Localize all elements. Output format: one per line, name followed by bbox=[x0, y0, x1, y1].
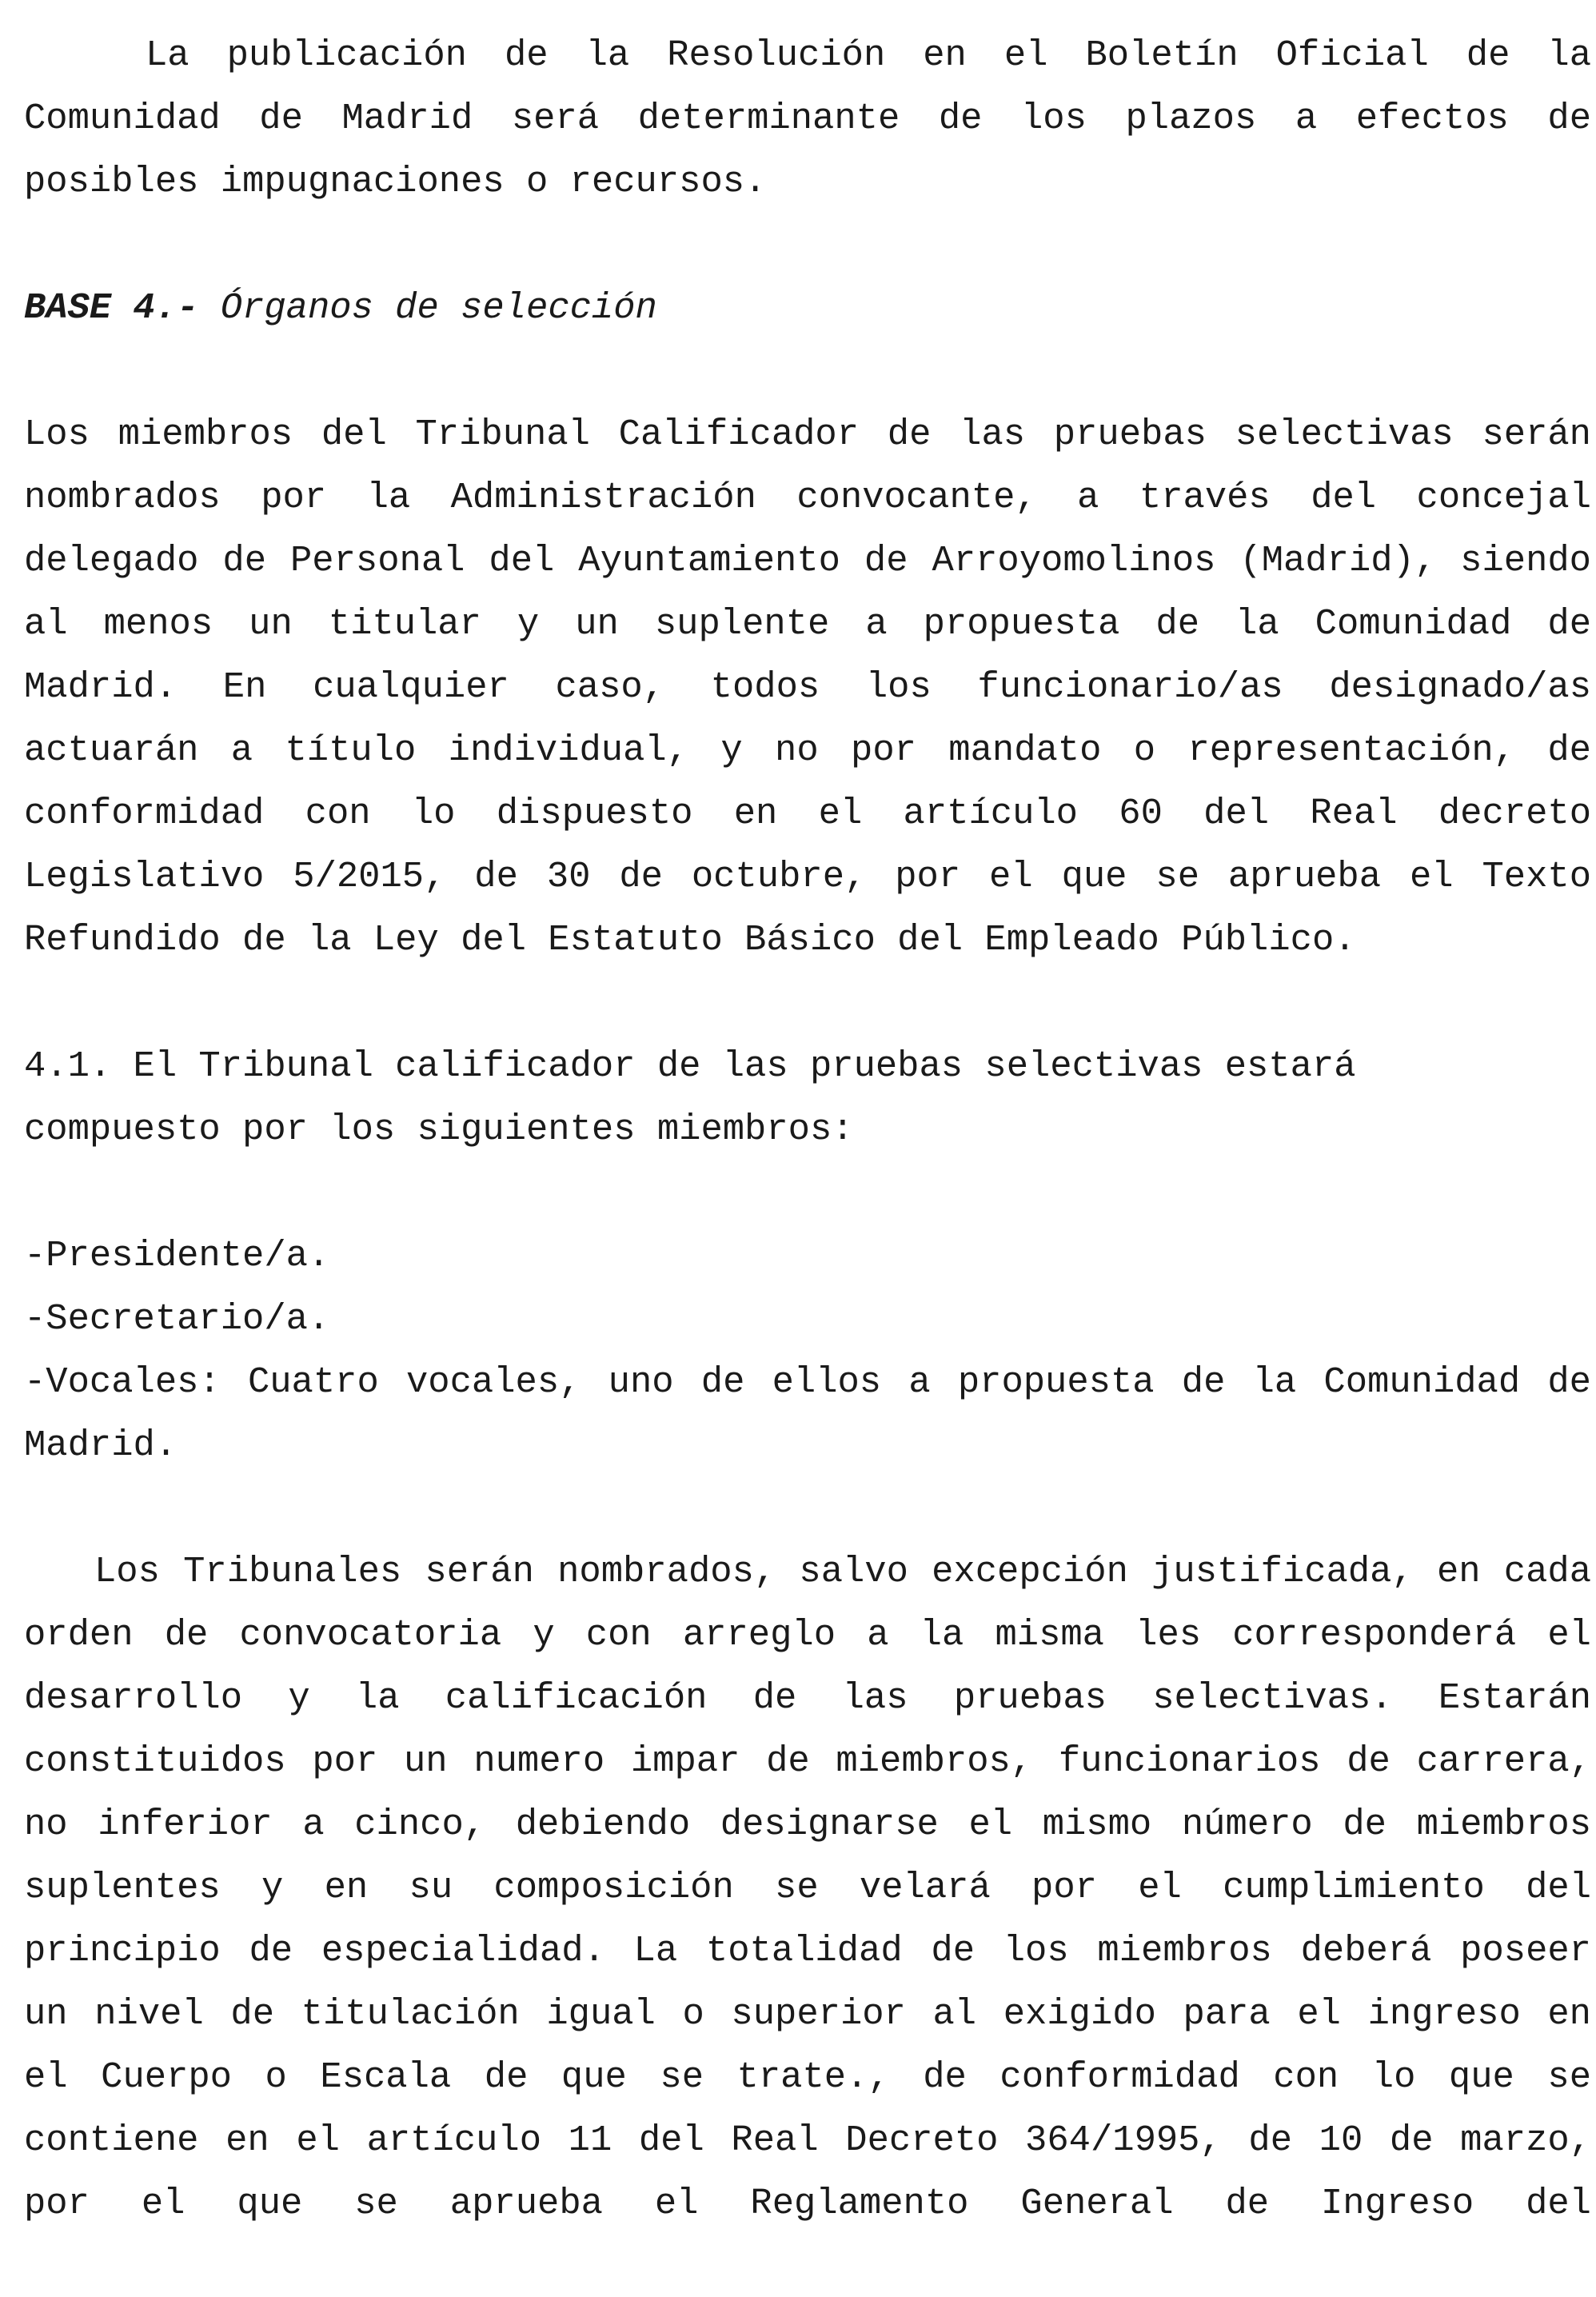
paragraph-4-1-line1: 4.1. El Tribunal calificador de las pruebas selectivas estará bbox=[24, 1045, 1356, 1087]
document-page bbox=[24, 24, 1591, 2235]
list-item-presidente: -Presidente/a. bbox=[24, 1235, 330, 1276]
spacer bbox=[24, 972, 1591, 1035]
spacer bbox=[24, 340, 1591, 403]
paragraph-tribunales: Los Tribunales serán nombrados, salvo excepción justificada, en cada orden de convocatoria y con arreglo a la misma les corresponderá el desarrollo y la calificación de las pruebas selectivas. Estarán constituidos por un numero impar de miembros, funcionarios de carrera, no inferior a cinco, debiendo designarse el mismo número de miembros suplentes y en su composición se velará por el cumplimiento del principio de especialidad. La totalidad de los miembros deberá poseer un nivel de titulación igual o superior al exigido para el ingreso en el Cuerpo o Escala de que se trate., de conformidad con lo que se contiene en el artículo 11 del Real Decreto 364/1995, de 10 de marzo, por el que se aprueba el Reglamento General de Ingreso del bbox=[24, 1551, 1591, 2224]
list-item-vocales: -Vocales: Cuatro vocales, uno de ellos a propuesta de la Comunidad de Madrid. bbox=[24, 1361, 1591, 1466]
spacer bbox=[24, 1161, 1591, 1224]
paragraph-publication: La publicación de la Resolución en el Boletín Oficial de la Comunidad de Madrid será determinante de los plazos a efectos de posibles impugnaciones o recursos. bbox=[24, 34, 1591, 202]
heading-title: Órganos de selección bbox=[220, 287, 657, 329]
spacer bbox=[24, 214, 1591, 277]
paragraph-4-1-line2: compuesto por los siguientes miembros: bbox=[24, 1109, 854, 1150]
paragraph-tribunal-members: Los miembros del Tribunal Calificador de las pruebas selectivas serán nombrados por la Administración convocante, a través del concejal delegado de Personal del Ayuntamiento de Arroyomolinos (Madrid), siendo al menos un titular y un suplente a propuesta de la Comunidad de Madrid. En cualquier caso, todos los funcionario/as designado/as actuarán a título individual, y no por mandato o representación, de conformidad con lo dispuesto en el artículo 60 del Real decreto Legislativo 5/2015, de 30 de octubre, por el que se aprueba el Texto Refundido de la Ley del Estatuto Básico del Empleado Público. bbox=[24, 413, 1591, 961]
section-heading bbox=[24, 277, 1591, 340]
spacer bbox=[24, 1477, 1591, 1540]
list-item-secretario: -Secretario/a. bbox=[24, 1298, 330, 1340]
heading-base-number: BASE 4.- bbox=[24, 287, 199, 329]
